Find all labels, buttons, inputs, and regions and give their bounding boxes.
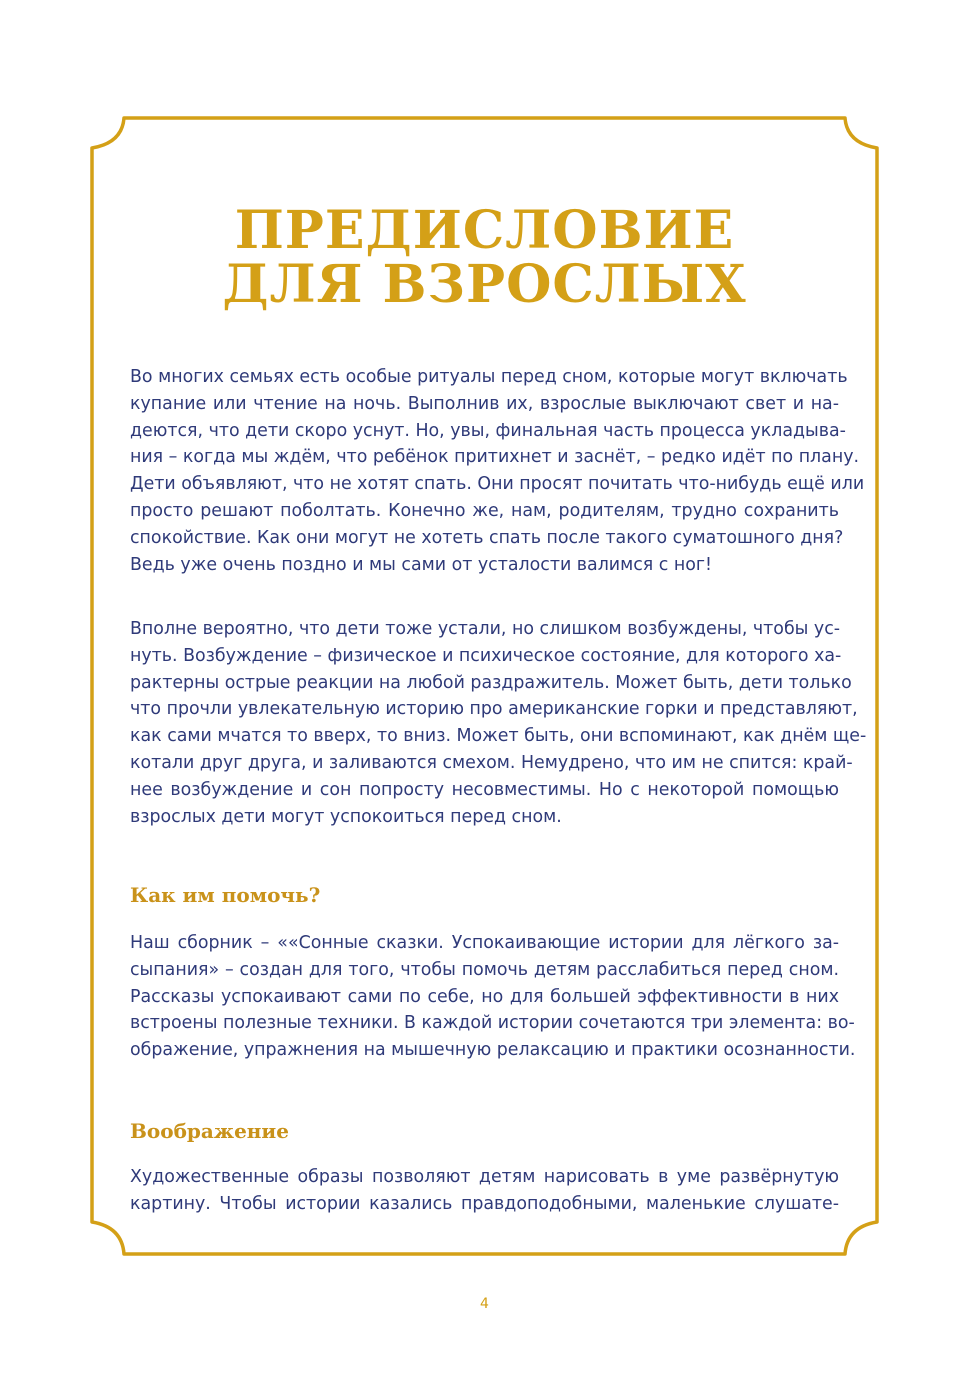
page-title-line-2: ДЛЯ ВЗРОСЛЫХ (222, 254, 747, 315)
section-heading-how-to-help: Как им помочь? (130, 883, 321, 907)
text-line: деются, что дети скоро уснут. Но, увы, финальная часть процесса укладыва- (130, 420, 846, 441)
text-line: взрослых дети могут успокоиться перед сном. (130, 806, 562, 827)
paragraph-intro (130, 364, 865, 578)
page-number: 4 (480, 1296, 489, 1308)
text-line: картину. Чтобы истории казались правдоподобными, маленькие слушате- (130, 1193, 839, 1214)
text-line: просто решают поболтать. Конечно же, нам, родителям, трудно сохранить (130, 500, 839, 521)
text-line: Дети объявляют, что не хотят спать. Они просят почитать что-нибудь ещё или (130, 474, 865, 495)
paragraph-imagination (130, 1164, 839, 1218)
text-line: Во многих семьях есть особые ритуалы перед сном, которые могут включать (130, 367, 848, 387)
paragraph-arousal (130, 616, 867, 830)
text-line: ния – когда мы ждём, что ребёнок притихнет и заснёт, – редко идёт по плану. (130, 447, 860, 468)
text-line: купание или чтение на ночь. Выполнив их, взрослые выключают свет и на- (130, 393, 839, 414)
text-line: Ведь уже очень поздно и мы сами от усталости валимся с ног! (130, 554, 712, 575)
text-line: сыпания» – создан для того, чтобы помочь детям расслабиться перед сном. (130, 959, 839, 980)
paragraph-collection (130, 930, 856, 1064)
text-line: нуть. Возбуждение – физическое и психическое состояние, для которого ха- (130, 645, 842, 666)
text-line: Наш сборник – ««Сонные сказки. Успокаивающие истории для лёгкого за- (130, 933, 839, 953)
text-line: ображение, упражнения на мышечную релаксацию и практики осознанности. (130, 1040, 856, 1061)
text-line: Рассказы успокаивают сами по себе, но для большей эффективности в них (130, 986, 839, 1007)
text-line: что прочли увлекательную историю про американские горки и представляют, (130, 699, 858, 720)
text-line: котали друг друга, и заливаются смехом. Немудрено, что им не спится: край- (130, 752, 853, 773)
text-line: нее возбуждение и сон попросту несовместимы. Но с некоторой помощью (130, 779, 839, 800)
section-heading-imagination: Воображение (130, 1119, 289, 1143)
text-line: Художественные образы позволяют детям нарисовать в уме развёрнутую (130, 1167, 839, 1187)
text-line: встроены полезные техники. В каждой истории сочетаются три элемента: во- (130, 1013, 855, 1034)
text-line: рактерны острые реакции на любой раздражитель. Может быть, дети только (130, 672, 852, 693)
text-line: спокойствие. Как они могут не хотеть спать после такого суматошного дня? (130, 527, 844, 548)
page-title-line-1: ПРЕДИСЛОВИЕ (234, 200, 735, 261)
text-line: Вполне вероятно, что дети тоже устали, но слишком возбуждены, чтобы ус- (130, 619, 841, 639)
text-line: как сами мчатся то вверх, то вниз. Может быть, они вспоминают, как днём ще- (130, 726, 867, 747)
